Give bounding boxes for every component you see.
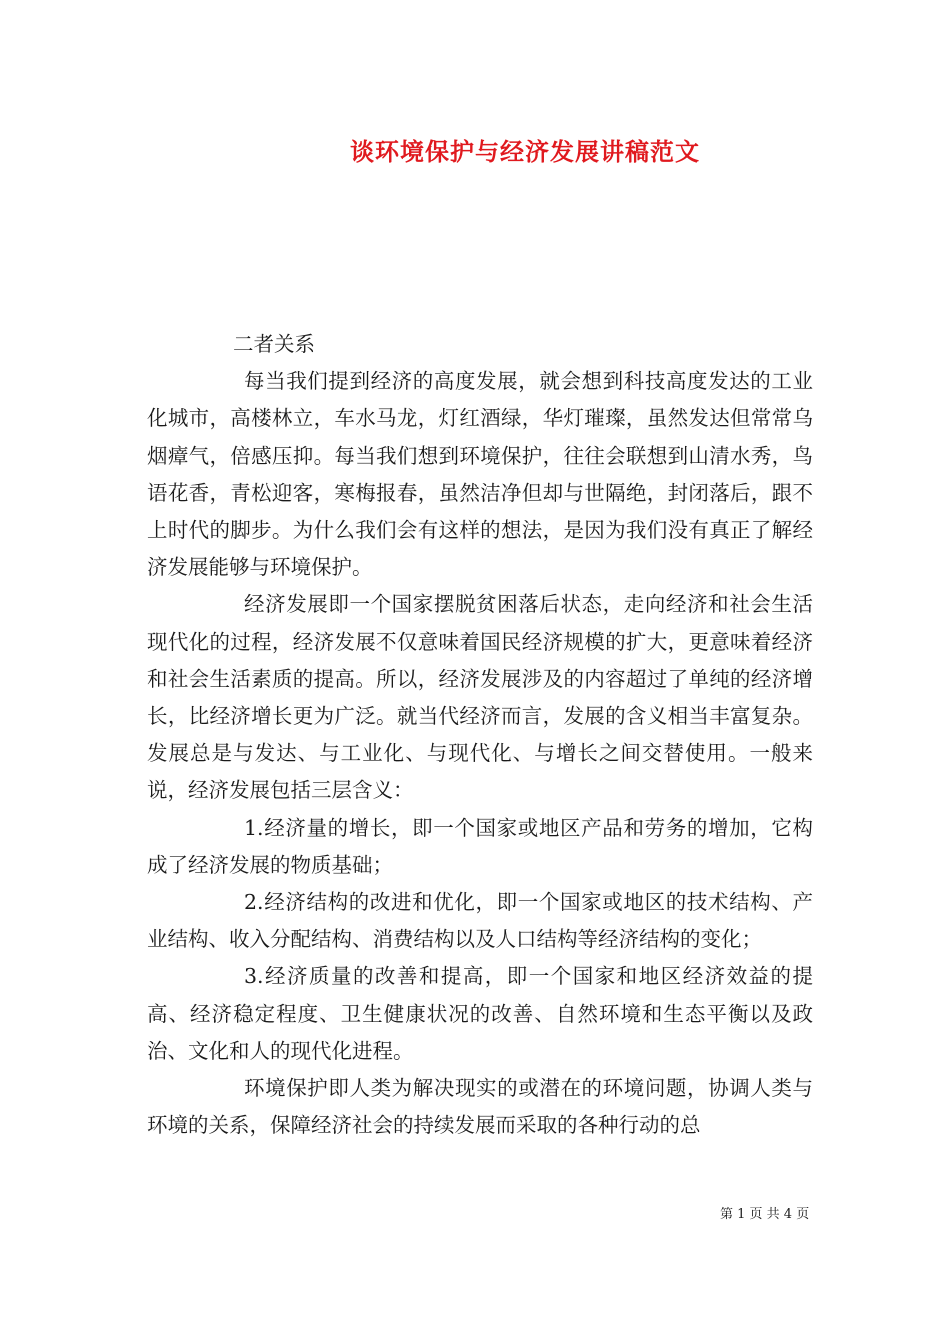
page-number-footer: 第 1 页 共 4 页 — [720, 1207, 810, 1222]
list-item-3: 3.经济质量的改善和提高，即一个国家和地区经济效益的提高、经济稳定程度、卫生健康状况的改善、自然环境和生态平衡以及政治、文化和人的现代化进程。 — [147, 964, 813, 1063]
list-item-1: 1.经济量的增长，即一个国家或地区产品和劳务的增加，它构成了经济发展的物质基础； — [147, 815, 813, 877]
document-body — [147, 326, 813, 1144]
paragraph-3: 环境保护即人类为解决现实的或潜在的环境问题，协调人类与环境的关系，保障经济社会的持续发展而采取的各种行动的总 — [147, 1076, 813, 1138]
document-title: 谈环境保护与经济发展讲稿范文 — [350, 138, 700, 166]
paragraph-2: 经济发展即一个国家摆脱贫困落后状态，走向经济和社会生活现代化的过程，经济发展不仅意味着国民经济规模的扩大，更意味着经济和社会生活素质的提高。所以，经济发展涉及的内容超过了单纯的经济增长，比经济增长更为广泛。就当代经济而言，发展的含义相当丰富复杂。发展总是与发达、与工业化、与现代化、与增长之间交替使用。一般来说，经济发展包括三层含义： — [147, 592, 813, 803]
list-item-2: 2.经济结构的改进和优化，即一个国家或地区的技术结构、产业结构、收入分配结构、消费结构以及人口结构等经济结构的变化； — [147, 890, 813, 952]
section-heading: 二者关系 — [233, 332, 315, 356]
paragraph-1: 每当我们提到经济的高度发展，就会想到科技高度发达的工业化城市，高楼林立，车水马龙，灯红酒绿，华灯璀璨，虽然发达但常常乌烟瘴气，倍感压抑。每当我们想到环境保护，往往会联想到山清水秀，鸟语花香，青松迎客，寒梅报春，虽然洁净但却与世隔绝，封闭落后，跟不上时代的脚步。为什么我们会有这样的想法，是因为我们没有真正了解经济发展能够与环境保护。 — [147, 369, 813, 580]
